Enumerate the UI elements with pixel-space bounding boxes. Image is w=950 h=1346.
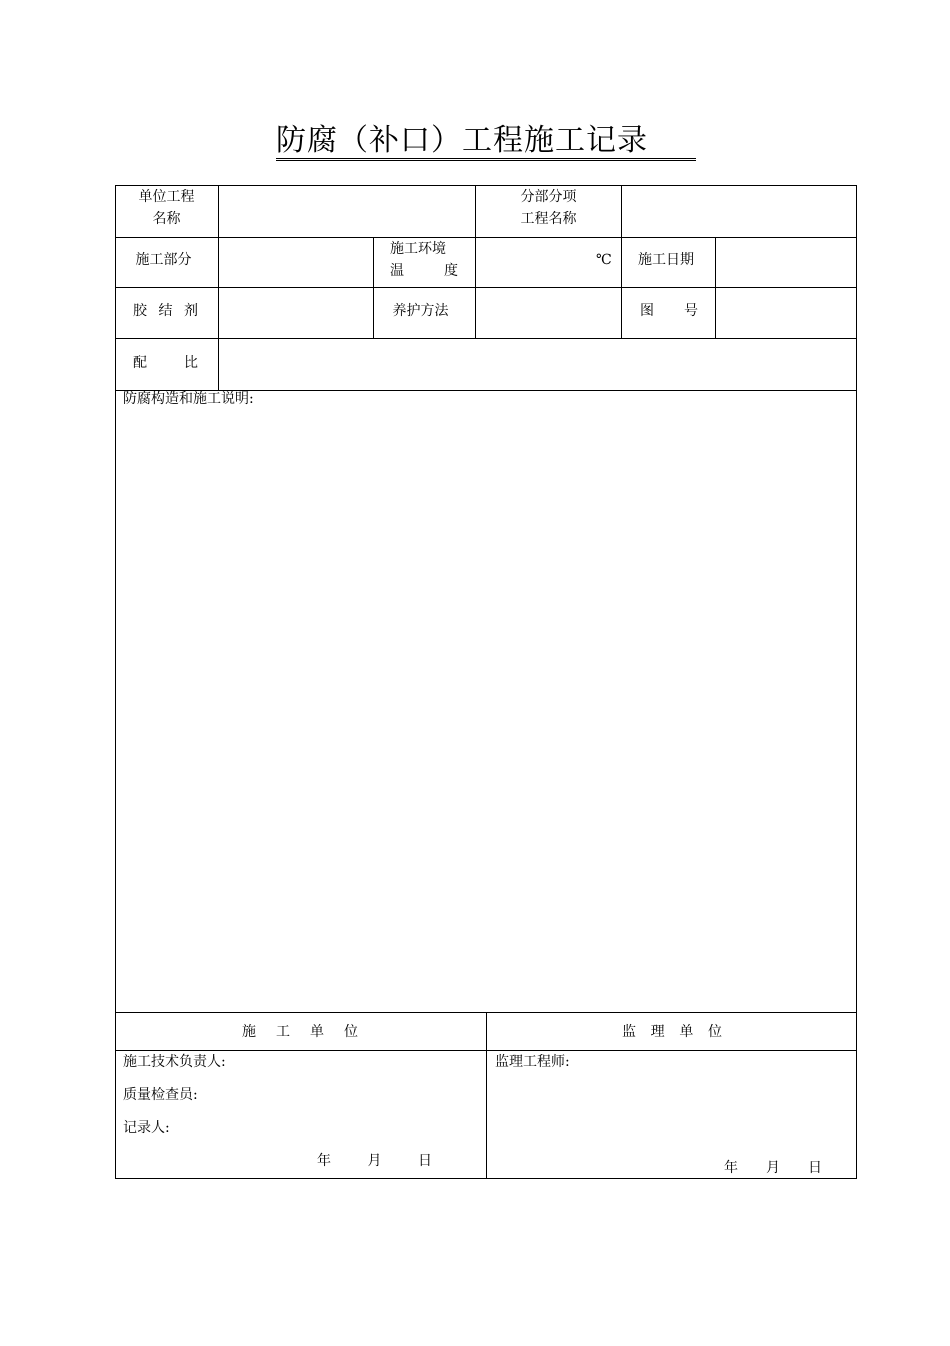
- col-divider: [715, 237, 716, 338]
- recorder-label: 记录人:: [123, 1120, 170, 1136]
- supervision-unit-heading: 监 理 单 位: [622, 1024, 722, 1040]
- construction-date-label: 施工日期: [638, 252, 694, 268]
- date-left: 年 月 日: [317, 1153, 432, 1169]
- tech-lead-label: 施工技术负责人:: [123, 1054, 226, 1070]
- temp-unit: ℃: [596, 252, 612, 268]
- row-divider: [115, 287, 857, 288]
- col-divider: [373, 237, 374, 338]
- unit-project-name-label: 单位工程 名称: [138, 189, 195, 227]
- mix-ratio-label: 配 比: [133, 355, 198, 371]
- curing-method-label: 养护方法: [392, 303, 449, 319]
- col-divider: [218, 185, 219, 390]
- quality-inspector-label: 质量检查员:: [123, 1087, 198, 1103]
- sub-project-name-label: 分部分项 工程名称: [520, 189, 577, 227]
- drawing-number-label: 图 号: [640, 303, 698, 319]
- col-divider: [486, 1012, 487, 1179]
- date-right: 年 月 日: [724, 1160, 822, 1176]
- page-title: 防腐（补口）工程施工记录: [276, 121, 696, 161]
- binder-label: 胶 结 剂: [133, 303, 198, 319]
- description-label: 防腐构造和施工说明:: [123, 391, 254, 407]
- construction-unit-heading: 施 工 单 位: [242, 1024, 358, 1040]
- env-temp-label: 施工环境 温 度: [390, 241, 458, 279]
- row-divider: [115, 338, 857, 339]
- supervision-engineer-label: 监理工程师:: [495, 1054, 570, 1070]
- construction-part-label: 施工部分: [135, 252, 192, 268]
- row-divider: [115, 237, 857, 238]
